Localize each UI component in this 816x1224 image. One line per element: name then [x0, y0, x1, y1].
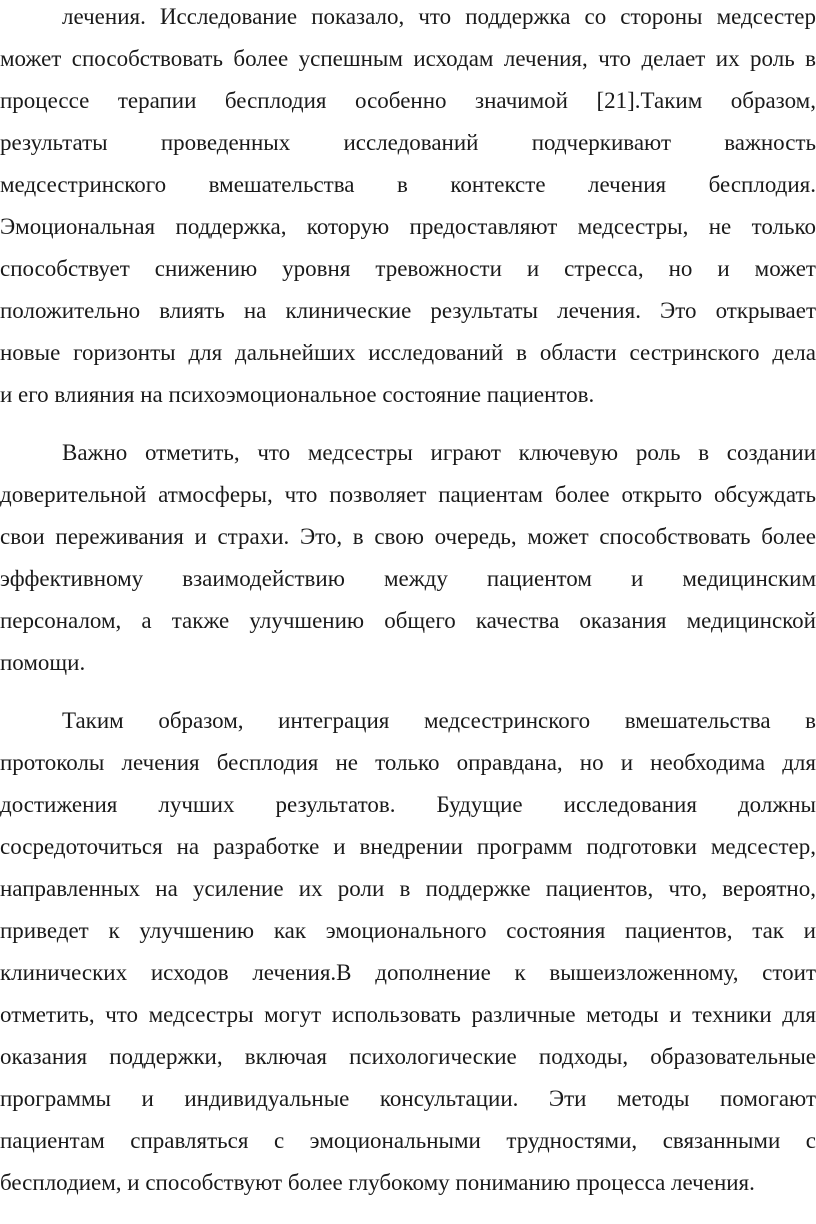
text-line: достижения лучших результатов. Будущие исследования должны: [0, 792, 816, 817]
text-line: оказания поддержки, включая психологические подходы, образовательные: [0, 1044, 816, 1069]
text-line: помощи.: [0, 650, 86, 675]
text-line: и его влияния на психоэмоциональное состояние пациентов.: [0, 382, 595, 407]
text-line: отметить, что медсестры могут использовать различные методы и техники для: [0, 1002, 816, 1027]
text-line: эффективному взаимодействию между пациентом и медицинским: [0, 566, 816, 591]
text-line: медсестринского вмешательства в контексте лечения бесплодия.: [0, 172, 816, 197]
text-line: приведет к улучшению как эмоционального состояния пациентов, так и: [0, 918, 816, 943]
text-line: процессе терапии бесплодия особенно значимой [21].Таким образом,: [0, 88, 816, 113]
text-line: Важно отметить, что медсестры играют ключевую роль в создании: [62, 440, 816, 465]
text-line: протоколы лечения бесплодия не только оправдана, но и необходима для: [0, 750, 816, 775]
text-line: может способствовать более успешным исходам лечения, что делает их роль в: [0, 46, 816, 71]
text-line: сосредоточиться на разработке и внедрении программ подготовки медсестер,: [0, 834, 816, 859]
text-line: бесплодием, и способствуют более глубокому пониманию процесса лечения.: [0, 1170, 755, 1195]
text-line: персоналом, а также улучшению общего качества оказания медицинской: [0, 608, 816, 633]
text-line: пациентам справляться с эмоциональными трудностями, связанными с: [0, 1128, 816, 1153]
text-line: результаты проведенных исследований подчеркивают важность: [0, 130, 816, 155]
text-line: лечения. Исследование показало, что поддержка со стороны медсестер: [62, 4, 816, 29]
text-line: Эмоциональная поддержка, которую предоставляют медсестры, не только: [0, 214, 816, 239]
text-line: доверительной атмосферы, что позволяет пациентам более открыто обсуждать: [0, 482, 816, 507]
text-line: новые горизонты для дальнейших исследований в области сестринского дела: [0, 340, 816, 365]
text-line: положительно влиять на клинические результаты лечения. Это открывает: [0, 298, 816, 323]
text-line: направленных на усиление их роли в поддержке пациентов, что, вероятно,: [0, 876, 816, 901]
text-line: клинических исходов лечения.В дополнение к вышеизложенному, стоит: [0, 960, 816, 985]
text-line: свои переживания и страхи. Это, в свою очередь, может способствовать более: [0, 524, 816, 549]
text-line: Таким образом, интеграция медсестринского вмешательства в: [62, 708, 816, 733]
text-line: способствует снижению уровня тревожности и стресса, но и может: [0, 256, 816, 281]
text-line: программы и индивидуальные консультации. Эти методы помогают: [0, 1086, 816, 1111]
